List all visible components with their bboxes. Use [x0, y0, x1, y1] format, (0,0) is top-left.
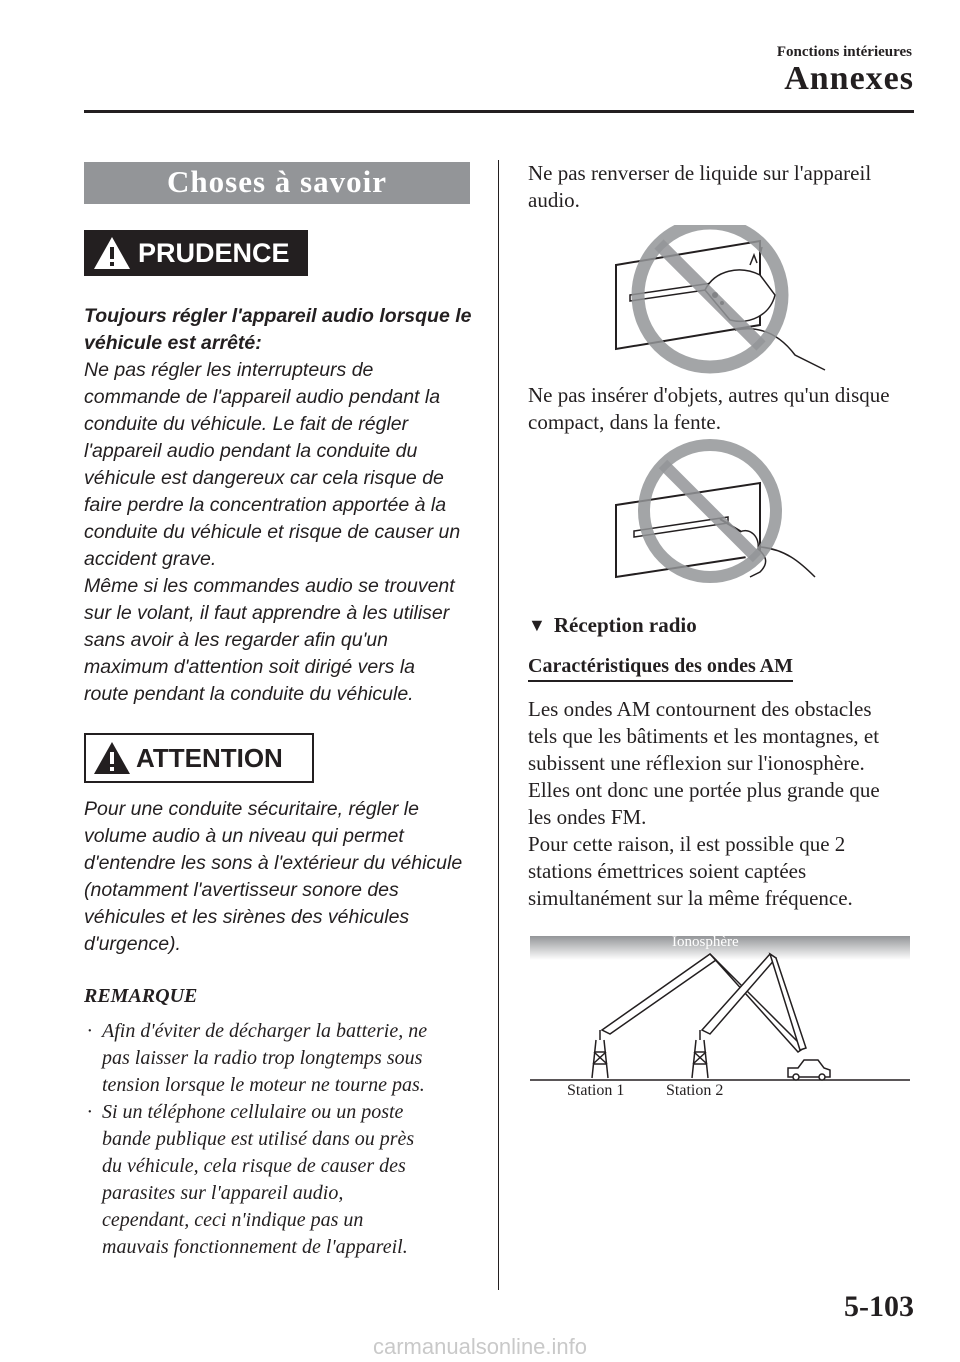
paragraph-line: Ne pas insérer d'objets, autres qu'un disque [528, 383, 890, 407]
triangle-down-icon: ▼ [528, 615, 546, 635]
caution-line: véhicules et les sirènes des véhicules [84, 906, 410, 928]
header-section-label: Fonctions intérieures [776, 44, 912, 60]
warning-line: véhicule est dangereux car cela risque de [84, 467, 444, 489]
note-line: cependant, ceci n'indique pas un [102, 1209, 364, 1231]
radio-reception-heading [528, 613, 697, 638]
caution-line: volume audio à un niveau qui permet [84, 825, 404, 847]
station-1-tower [592, 1030, 608, 1078]
note-line: du véhicule, cela risque de causer des [102, 1155, 406, 1177]
no-liquid-illustration [610, 225, 830, 375]
warning-line: Même si les commandes audio se trouvent [84, 575, 455, 597]
warning-line: sur le volant, il faut apprendre à les utiliser [84, 602, 450, 624]
warning-triangle-icon [90, 233, 134, 273]
warning-bold-line: Toujours régler l'appareil audio lorsque le [84, 305, 472, 327]
page-number: 5-103 [844, 1290, 914, 1323]
warning-label: PRUDENCE [138, 237, 290, 268]
caution-line: d'urgence). [84, 933, 181, 955]
station-2-tower [692, 1030, 708, 1078]
note-bullets [84, 1018, 474, 1261]
paragraph-line: Elles ont donc une portée plus grande que [528, 778, 880, 802]
warning-line: maximum d'attention soit dirigé vers la [84, 656, 416, 678]
am-wave-diagram [530, 930, 910, 1110]
note-line: mauvais fonctionnement de l'appareil. [102, 1236, 408, 1258]
insert-paragraph [528, 382, 928, 436]
warning-line: commande de l'appareil audio pendant la [84, 386, 441, 408]
caution-triangle-icon [90, 738, 134, 778]
caution-label: ATTENTION [136, 742, 283, 773]
caution-body [84, 796, 484, 958]
caution-box [84, 733, 314, 783]
note-line: tension lorsque le moteur ne tourne pas. [102, 1074, 425, 1096]
header-chapter-title: Annexes [784, 60, 914, 97]
warning-line: faire perdre la concentration apportée à la [84, 494, 447, 516]
caution-line: Pour une conduite sécuritaire, régler le [84, 798, 419, 820]
station-2-label: Station 2 [666, 1082, 724, 1099]
column-divider [498, 160, 499, 1290]
paragraph-line: subissent une réflexion sur l'ionosphère. [528, 751, 865, 775]
note-line: pas laisser la radio trop longtemps sous [102, 1047, 423, 1069]
paragraph-line: simultanément sur la même fréquence. [528, 886, 853, 910]
ionosphere-label: Ionosphère [672, 934, 739, 950]
warning-line: route pendant la conduite du véhicule. [84, 683, 414, 705]
paragraph-line: compact, dans la fente. [528, 410, 721, 434]
section-title: Choses à savoir [84, 162, 470, 204]
warning-bold-line: véhicule est arrêté: [84, 332, 262, 354]
warning-line: Ne pas régler les interrupteurs de [84, 359, 374, 381]
heading-text: Réception radio [553, 613, 697, 637]
bullet-dot-icon: · [87, 1101, 92, 1123]
note-line: bande publique est utilisé dans ou près [102, 1128, 415, 1150]
am-paragraph [528, 696, 928, 912]
note-line: parasites sur l'appareil audio, [102, 1182, 344, 1204]
note-title: REMARQUE [84, 985, 198, 1007]
paragraph-line: tels que les bâtiments et les montagnes, et [528, 724, 880, 748]
station-1-label: Station 1 [567, 1082, 625, 1099]
warning-line: conduite du véhicule. Le fait de régler [84, 413, 409, 435]
liquid-paragraph [528, 160, 928, 214]
watermark: carmanualsonline.info [372, 1334, 588, 1359]
paragraph-line: Pour cette raison, il est possible que 2 [528, 832, 846, 856]
am-waves-subheading: Caractéristiques des ondes AM [528, 655, 793, 682]
note-bullet [84, 1099, 474, 1261]
note-bullet [84, 1018, 474, 1099]
warning-body [84, 303, 484, 708]
note-line: Si un téléphone cellulaire ou un poste [102, 1101, 404, 1123]
bullet-dot-icon: · [87, 1020, 92, 1042]
warning-line: conduite du véhicule et risque de causer un [84, 521, 461, 543]
car-icon [788, 1060, 830, 1080]
note-line: Afin d'éviter de décharger la batterie, ne [102, 1020, 428, 1042]
warning-box [84, 230, 308, 276]
paragraph-line: stations émettrices soient captées [528, 859, 807, 883]
caution-line: d'entendre les sons à l'extérieur du véhicule [84, 852, 463, 874]
wave-station2-up [702, 954, 776, 1034]
paragraph-line: Les ondes AM contournent des obstacles [528, 697, 872, 721]
paragraph-line: Ne pas renverser de liquide sur l'appareil [528, 161, 872, 185]
caution-line: (notamment l'avertisseur sonore des [84, 879, 399, 901]
no-objects-illustration [610, 437, 830, 587]
warning-line: accident grave. [84, 548, 217, 570]
wave-station1-up [602, 954, 716, 1034]
paragraph-line: audio. [528, 188, 580, 212]
warning-line: l'appareil audio pendant la conduite du [84, 440, 418, 462]
warning-line: sans avoir à les regarder afin qu'un [84, 629, 388, 651]
paragraph-line: les ondes FM. [528, 805, 647, 829]
header-rule [84, 110, 914, 113]
